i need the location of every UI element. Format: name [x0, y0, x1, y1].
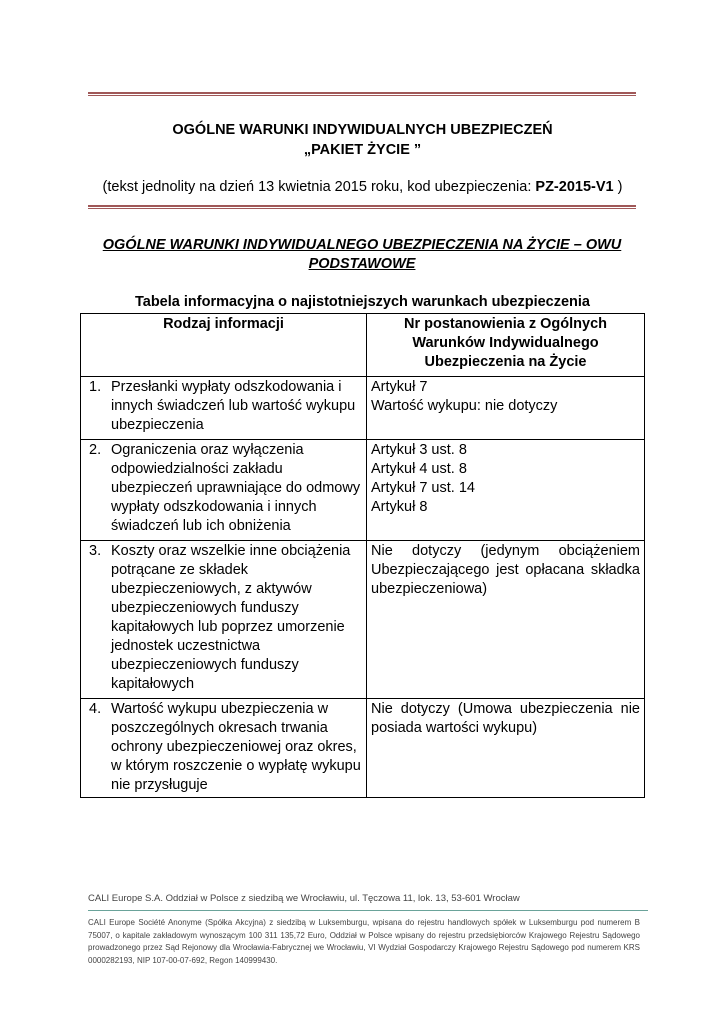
row-number: 3.	[89, 543, 102, 559]
document-title-line1: OGÓLNE WARUNKI INDYWIDUALNYCH UBEZPIECZEŃ	[172, 122, 553, 138]
row-info-text: Przesłanki wypłaty odszkodowania i innych świadczeń lub wartość wykupu ubezpieczenia	[111, 379, 356, 433]
answer-line: Nie dotyczy (jedynym obciążeniem Ubezpieczającego jest opłacana składka ubezpieczeniowa)	[371, 543, 640, 597]
column-header-provision: Nr postanowienia z Ogólnych Warunków Indywidualnego Ubezpieczenia na Życie	[367, 314, 645, 377]
row-answer-cell	[367, 541, 645, 699]
table-caption: Tabela informacyjna o najistotniejszych warunkach ubezpieczenia	[134, 294, 590, 310]
footer-divider	[88, 910, 648, 911]
table-row	[81, 377, 645, 440]
table-row	[81, 440, 645, 541]
insurance-code: PZ-2015-V1	[535, 179, 614, 195]
row-info-cell	[81, 440, 367, 541]
row-answer-cell	[367, 699, 645, 798]
table-header-row	[81, 314, 645, 377]
row-info-text: Wartość wykupu ubezpieczenia w poszczególnych okresach trwania ochrony ubezpieczeniowej oraz okres, w którym roszczenie o wypłatę wykupu nie przysługuje	[111, 701, 361, 793]
document-subtitle	[0, 179, 725, 195]
row-info-cell	[81, 541, 367, 699]
row-info-cell	[81, 699, 367, 798]
answer-line: Wartość wykupu: nie dotyczy	[371, 398, 558, 414]
subtitle-suffix: )	[613, 179, 623, 195]
row-number: 2.	[89, 442, 102, 458]
document-title-line2: „PAKIET ŻYCIE ”	[303, 142, 422, 158]
row-info-text: Koszty oraz wszelkie inne obciążenia potrącane ze składek ubezpieczeniowych, z aktywów ubezpieczeniowych funduszy kapitałowych lub poprzez umorzenie jednostek uczestnictwa ubezpieczeniowych funduszy kapitałowych	[111, 543, 351, 692]
footer-address: CALI Europe S.A. Oddział w Polsce z siedzibą we Wrocławiu, ul. Tęczowa 11, lok. 13, 53-601 Wrocław	[88, 893, 520, 904]
column-header-info-type: Rodzaj informacji	[81, 314, 367, 377]
row-answer-cell	[367, 440, 645, 541]
table-row	[81, 541, 645, 699]
subtitle-prefix: (tekst jednolity na dzień 13 kwietnia 2015 roku, kod ubezpieczenia:	[102, 179, 536, 195]
info-table	[80, 313, 645, 798]
answer-line: Artykuł 8	[371, 499, 428, 515]
answer-line: Artykuł 4 ust. 8	[371, 461, 467, 477]
answer-line: Artykuł 7 ust. 14	[371, 480, 475, 496]
row-info-cell	[81, 377, 367, 440]
table-row	[81, 699, 645, 798]
answer-line: Artykuł 3 ust. 8	[371, 442, 467, 458]
row-number: 4.	[89, 701, 102, 717]
footer-legal-notice: CALI Europe Société Anonyme (Spółka Akcyjna) z siedzibą w Luksemburgu, wpisana do rejestru handlowych spółek w Luksemburgu pod numerem B 75007, o kapitale zakładowym wynoszącym 100 311 135,72 Euro, Oddział w Polsce wpisany do rejestru przedsiębiorców Krajowego Rejestru Sądowego prowadzonego przez Sąd Rejonowy dla Wrocławia-Fabrycznej we Wrocławiu, VI Wydział Gospodarczy Krajowego Rejestru Sądowego pod numerem KRS 0000282193, NIP 107-00-07-692, Regon 140999430.	[88, 918, 640, 965]
answer-line: Artykuł 7	[371, 379, 428, 395]
row-answer-cell	[367, 377, 645, 440]
row-number: 1.	[89, 379, 102, 395]
answer-line: Nie dotyczy (Umowa ubezpieczenia nie posiada wartości wykupu)	[371, 701, 640, 736]
row-info-text: Ograniczenia oraz wyłączenia odpowiedzialności zakładu ubezpieczeń uprawniające do odmowy wypłaty odszkodowania i innych świadczeń lub ich obniżenia	[111, 442, 361, 534]
owu-heading: OGÓLNE WARUNKI INDYWIDUALNEGO UBEZPIECZENIA NA ŻYCIE – OWU PODSTAWOWE	[102, 237, 622, 272]
middle-divider	[88, 205, 636, 209]
top-divider	[88, 92, 636, 96]
